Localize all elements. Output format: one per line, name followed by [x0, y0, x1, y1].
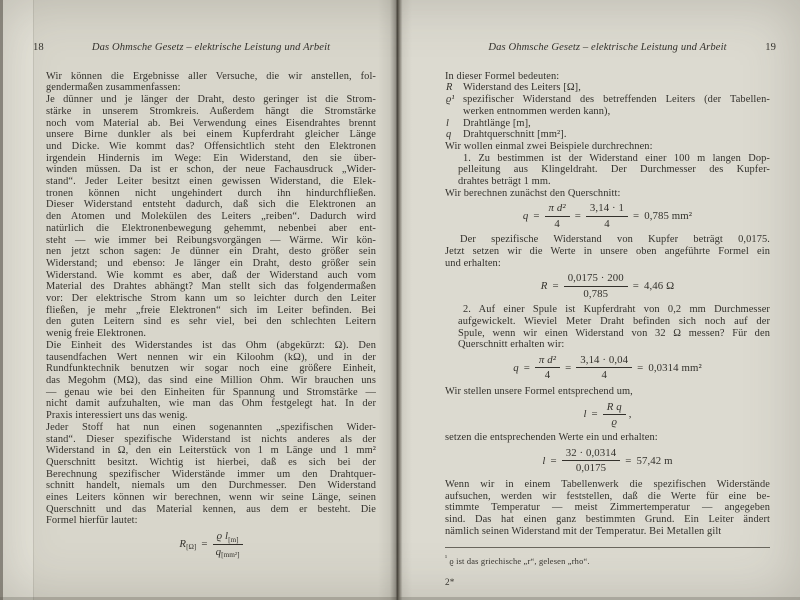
formula-result: 0,0314 mm² — [648, 361, 702, 374]
symbol-definition — [463, 129, 770, 141]
text-line: Querschnitt und das Material kennen, aus dem er besteht. Die — [46, 503, 376, 515]
text-line: Dieser Widerstand entsteht dadurch, daß sich die Elektronen an — [46, 199, 376, 211]
cross-section-formula-1 — [445, 202, 770, 230]
fraction — [213, 530, 243, 558]
formula-comma: , — [628, 408, 632, 421]
text-line: Querschnitt besitzt. Wichtig ist hierbei, daß es sich bei der — [46, 456, 376, 468]
formula-symbol: q — [513, 361, 519, 374]
equals-sign: = — [550, 454, 557, 467]
equals-sign: = — [533, 210, 540, 223]
paragraph — [46, 422, 376, 527]
symbol-definition — [463, 118, 770, 130]
left-page — [0, 0, 397, 600]
denominator: 4 — [604, 217, 610, 230]
resistance-result-formula — [445, 272, 770, 300]
denominator: ϱ — [611, 415, 618, 428]
denominator — [216, 545, 240, 558]
numerator: 0,0175 · 200 — [564, 272, 628, 286]
text-line: fließen, je mehr „freie Elektronen“ sich im Leiter befinden. Bei — [46, 304, 376, 316]
example-2-paragraph — [445, 304, 770, 351]
text-line: natürlich die Elektronenbewegung gehemmt, nebenbei aber ent- — [46, 222, 376, 234]
cross-section-formula-2 — [445, 354, 770, 382]
formula-symbol: q — [215, 545, 222, 558]
fraction — [562, 447, 621, 475]
running-title-right: Das Ohmsche Gesetz – elektrische Leistung und Arbeit — [488, 42, 727, 53]
text-line: irgendein Hindernis im Wege: Ein Widerstand, den sie über- — [46, 152, 376, 164]
formula-subscript: [Ω] — [186, 542, 197, 552]
equals-sign: = — [633, 210, 640, 223]
symbol-definition-row — [445, 118, 770, 130]
equals-sign: = — [523, 361, 530, 374]
sheet-signature: 2* — [445, 576, 455, 587]
symbol-definition-row — [445, 94, 770, 117]
numerator: π d² — [545, 202, 570, 216]
text-line: tronen können nicht ungehindert durch ihn hindurchfließen. — [46, 187, 376, 199]
formula-lhs — [179, 538, 196, 550]
text-line: pelleitung aus Klingeldraht. Der Durchmesser des Kupfer- — [458, 164, 770, 176]
left-page-edge — [0, 0, 34, 600]
text-line: den Atomen und Molekülen des Leiters „reiben“. Dadurch wird — [46, 211, 376, 223]
text-line: Widerstand des Leiters [Ω], — [463, 82, 581, 94]
formula-result: 4,46 Ω — [643, 280, 675, 293]
formula-symbol: l — [542, 454, 546, 467]
formula-symbol: ϱ l — [216, 530, 229, 543]
text-line: und erhalten: — [445, 257, 501, 269]
closing-paragraph — [445, 479, 770, 538]
paragraph — [46, 340, 376, 422]
text-line: — genau wie bei den Einheiten für Spannung und Stromstärke — — [46, 386, 376, 398]
text-line: gendermaßen zusammenfassen: — [46, 82, 181, 94]
running-title-left: Das Ohmsche Gesetz – elektrische Leistung und Arbeit — [91, 42, 331, 53]
numerator: 32 · 0,0314 — [562, 447, 621, 461]
formula-result: 0,785 mm² — [644, 210, 693, 223]
symbol-rho: ϱ¹ — [446, 94, 455, 106]
text-line: Je dünner und je länger der Draht, desto geringer ist die Strom- — [46, 94, 376, 106]
equals-sign: = — [552, 280, 559, 293]
text-line: werken entnommen werden kann), — [463, 105, 611, 117]
denominator: 4 — [544, 369, 551, 382]
numerator: R q — [603, 401, 626, 415]
fraction — [535, 354, 560, 382]
symbol-l: l — [446, 117, 449, 129]
text-line: Jeder Stoff hat nun einen sogenannten „spezifischen Wider- — [46, 421, 376, 433]
text-line: aufgewickelt. Wieviel Meter Draht befinden sich noch auf der — [458, 315, 770, 327]
symbol-definition-row — [445, 82, 770, 94]
formula-legend-intro: In dieser Formel bedeuten: — [445, 70, 560, 82]
text-line: unsere Birne dunkler als bei einem Kupferdraht gleicher Länge — [46, 129, 376, 141]
right-page-content — [445, 42, 776, 589]
text-line: stand“. Dieser spezifische Widerstand ist nichts anderes als der — [46, 433, 376, 445]
text-line: nämlich seinen Widerstand mit der Temperatur. Bei Metallen gilt — [445, 525, 722, 537]
resistance-formula — [46, 530, 376, 558]
text-line: Formel hierfür lautet: — [46, 515, 138, 527]
scan-edge-left — [0, 0, 3, 600]
equals-sign: = — [625, 454, 632, 467]
footnote-marker: ¹ — [445, 554, 448, 563]
text-line: Widerstand; und ebenso: Je länger ein Draht, desto größer sein — [46, 257, 376, 269]
formula-symbol: R — [540, 280, 548, 293]
text-line: stärke in unserem Stromkreis. Außerdem hängt die Stromstärke — [46, 105, 376, 117]
text-line: Praxis interessiert uns das wenig. — [46, 410, 188, 422]
text-line: Wir können die Ergebnisse aller Versuche, die wir anstellen, fol- — [46, 70, 376, 82]
text-line: Jetzt setzen wir die Werte in unsere oben angeführte Formel ein — [445, 245, 770, 257]
left-page-content — [33, 42, 376, 562]
denominator: 0,785 — [583, 287, 609, 300]
paragraph — [46, 94, 376, 340]
text-line: spezifischer Widerstand des betreffenden Leiters (der Tabellen- — [463, 94, 770, 106]
text-line: Drahtquerschnitt [mm²]. — [463, 129, 567, 141]
text-line: 2. Auf einer Spule ist Kupferdraht von 0,2 mm Durchmesser — [463, 304, 770, 316]
text-line: stimmte Temperatur — meist Zimmertemperatur — angegeben — [445, 502, 770, 514]
formula-symbol: R — [179, 537, 187, 550]
values-paragraph — [445, 234, 770, 269]
text-line: Widerstand in Ω, den ein Leiterstück von 1 m Länge und 1 mm² — [46, 445, 376, 457]
text-line: Querschnitt erhalten wir: — [458, 339, 565, 351]
text-line: eines Leiters können wir berechnen, wenn wir seine Länge, seinen — [46, 492, 376, 504]
footnote-text: ϱ ist das griechische „r“, gelesen „rho“. — [449, 557, 590, 567]
example-1-paragraph — [445, 153, 770, 188]
denominator: 4 — [601, 369, 607, 382]
fraction — [586, 202, 628, 230]
book-gutter-shadow — [378, 0, 412, 600]
footnote-separator — [445, 547, 770, 548]
symbol-definition-row — [445, 129, 770, 141]
text-line: den guten Leitern sind es sehr viel, bei den schlechten Leitern — [46, 316, 376, 328]
text-line: steht — wie immer bei Reibungsvorgängen — Wärme. Wir kön- — [46, 234, 376, 246]
equals-sign: = — [565, 361, 572, 374]
text-line: vor: Der elektrische Strom kann um so leichter durch den Leiter — [46, 293, 376, 305]
symbol-q: q — [446, 129, 452, 141]
length-formula — [445, 401, 770, 429]
text-line: drahtes beträgt 1 mm. — [458, 176, 551, 188]
running-header-right — [445, 42, 776, 54]
text-line: schnitt handelt, niemals um den Durchmesser. Den Widerstand — [46, 480, 376, 492]
text-line: nen jetzt schon sagen: Je dünner ein Draht, desto größer sein — [46, 246, 376, 258]
text-line: Wenn wir in einem Tabellenwerk die spezifischen Widerstände — [445, 478, 770, 490]
numerator — [213, 530, 243, 544]
text-line: Drahtlänge [m], — [463, 117, 531, 129]
denominator: 4 — [554, 217, 560, 230]
fraction — [576, 354, 632, 382]
examples-intro: Wir wollen einmal zwei Beispiele durchrechnen: — [445, 140, 653, 152]
equals-sign: = — [591, 408, 598, 421]
footnote — [445, 553, 770, 568]
text-line: stand“. Jeder Leiter besitzt einen gewissen Widerstand, die Elek- — [46, 176, 376, 188]
text-line: Spule, wenn wir einen Widerstand von 32 Ω messen? Für den — [458, 327, 770, 339]
equals-sign: = — [574, 210, 581, 223]
running-header-left — [33, 42, 376, 54]
text-line: Der spezifische Widerstand von Kupfer beträgt 0,0175. — [460, 234, 770, 246]
text-line: Material des Drahtes abhängt? Man stellt sich das folgendermaßen — [46, 281, 376, 293]
text-line: nicht damit aufzuhalten, wie man das Ohm festgelegt hat. In der — [46, 398, 376, 410]
text-line: Widerstand. Wie kommt es aber, daß der Widerstand auch vom — [46, 269, 376, 281]
text-line: sind. Das hat einen ganz bestimmten Grund. Ein Leiter ändert — [445, 513, 770, 525]
numerator: 3,14 · 1 — [586, 202, 628, 216]
text-line: und Dicke. Wie kommt das? Offensichtlich steht den Elektronen — [46, 140, 376, 152]
symbol-R: R — [446, 82, 453, 94]
text-line: 1. Zu bestimmen ist der Widerstand einer 100 m langen Dop- — [463, 152, 770, 164]
formula-subscript: [mm²] — [221, 550, 240, 560]
text-line: Rundfunktechnik benutzen wir sogar noch eine größere Einheit, — [46, 363, 376, 375]
fraction — [545, 202, 570, 230]
numerator: π d² — [535, 354, 560, 368]
denominator: 0,0175 — [575, 462, 607, 475]
equals-sign: = — [632, 280, 639, 293]
text-line: aufsuchen, werden wir feststellen, daß die Werte für eine be- — [445, 490, 770, 502]
text-line: tausendfachen Wert nennen wir ein Kiloohm (kΩ), und in der — [46, 351, 376, 363]
text-line: Berechnung spezifischer Widerstände immer um den Drahtquer- — [46, 468, 376, 480]
length-result-formula — [445, 447, 770, 475]
text-line: Die Einheit des Widerstandes ist das Ohm (abgekürzt: Ω). Den — [46, 339, 376, 351]
equals-sign: = — [637, 361, 644, 374]
cross-section-line: Wir berechnen zunächst den Querschnitt: — [445, 187, 621, 199]
page-number-right: 19 — [765, 42, 776, 53]
formula-symbol: q — [522, 210, 529, 223]
symbol-definition — [463, 94, 770, 117]
text-line: winden müssen. Da ist er schon, der neue Fachausdruck „Wider- — [46, 164, 376, 176]
insert-values-line: setzen die entsprechenden Werte ein und erhalten: — [445, 432, 658, 444]
text-line: das Megohm (MΩ), das sind eine Million Ohm. Wir brauchen uns — [46, 374, 376, 386]
paragraph — [46, 71, 376, 94]
page-number-left: 18 — [33, 42, 44, 53]
right-page — [397, 0, 800, 600]
text-line: noch vom Material ab. Bei Verwendung eines Eisendrahtes brennt — [46, 117, 376, 129]
text-line: wenig freie Elektronen. — [46, 328, 147, 340]
symbol-definition — [463, 82, 770, 94]
formula-result: 57,42 m — [636, 454, 673, 467]
equals-sign: = — [201, 537, 208, 550]
formula-subscript: [m] — [228, 534, 239, 544]
rearrange-line: Wir stellen unsere Formel entsprechend um, — [445, 385, 633, 397]
numerator: 3,14 · 0,04 — [576, 354, 632, 368]
fraction — [603, 401, 626, 429]
fraction — [564, 272, 628, 300]
formula-symbol: l — [583, 408, 587, 421]
